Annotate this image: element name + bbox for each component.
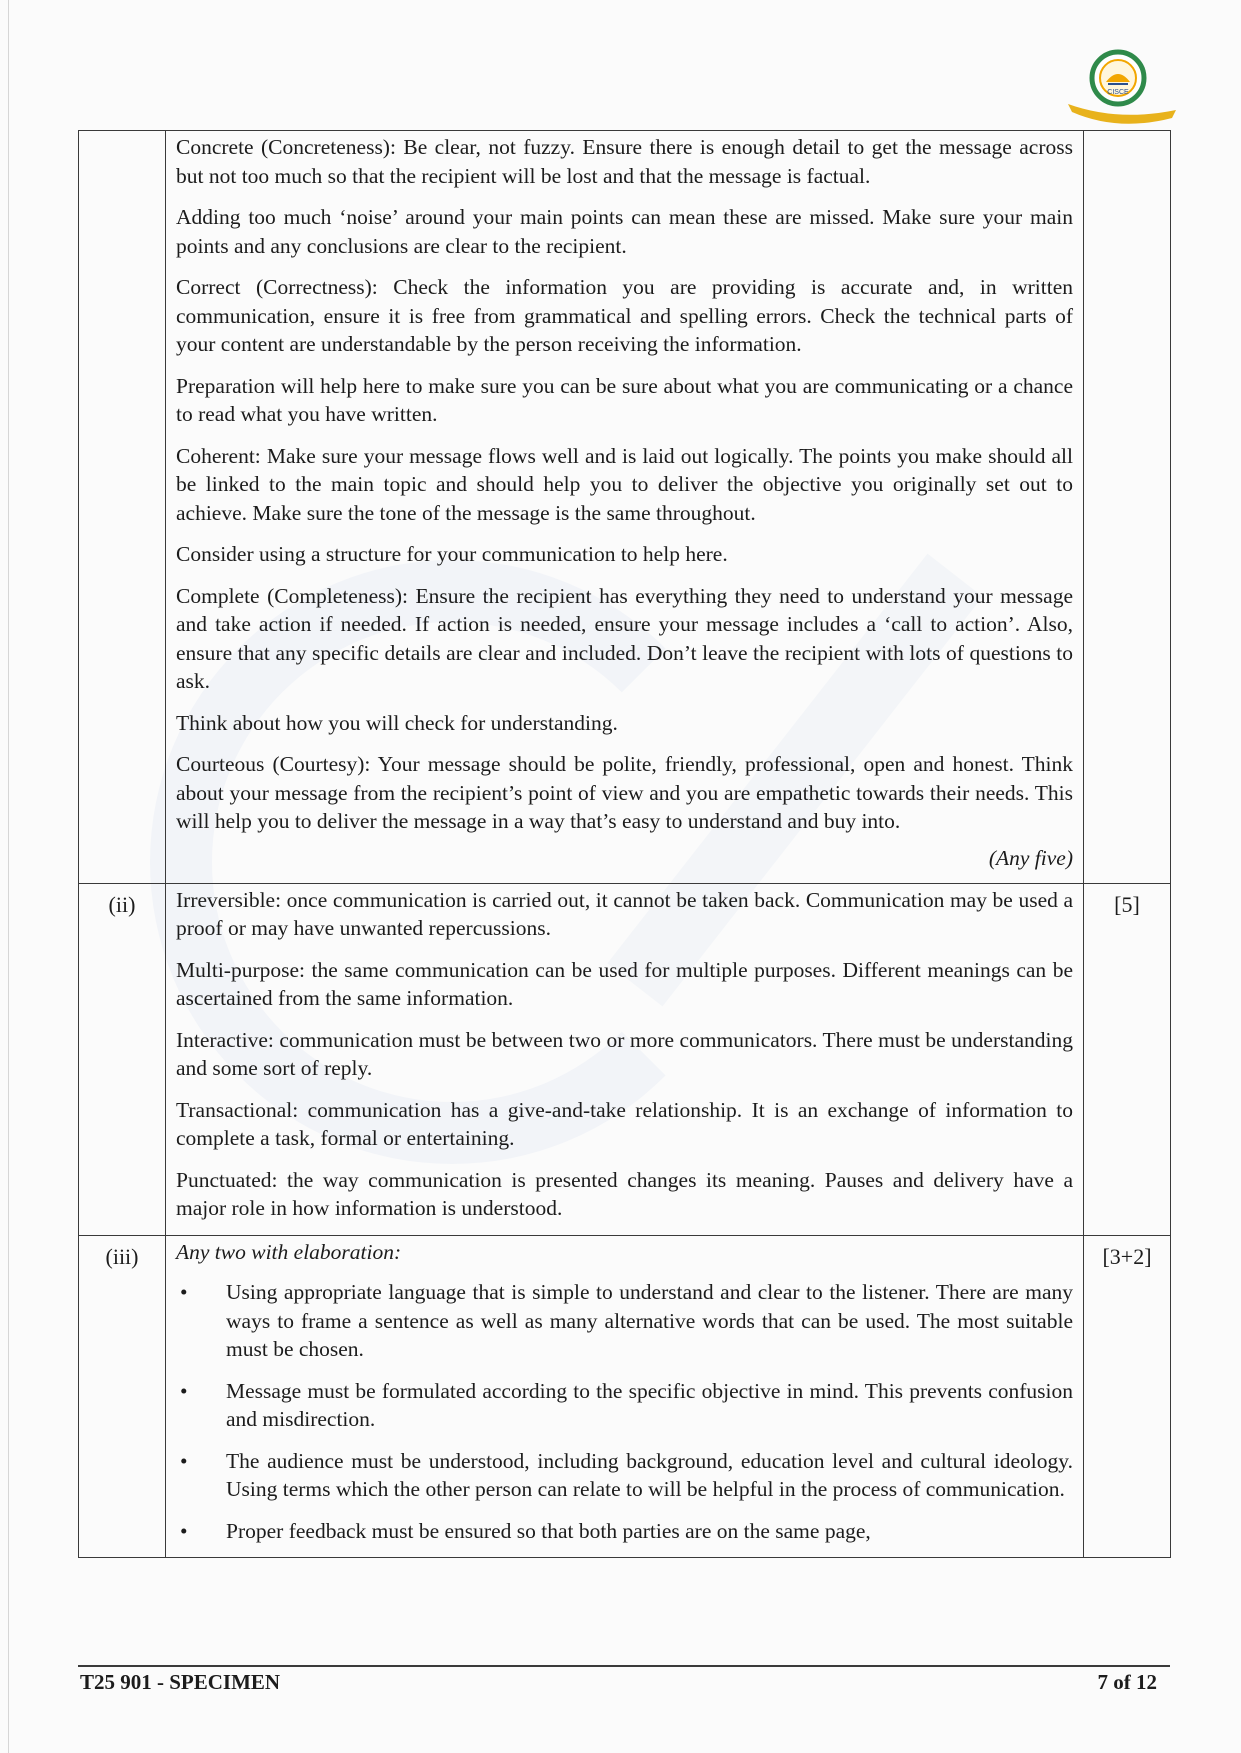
- question-number: (iii): [79, 1235, 166, 1558]
- answer-bullet-list: [176, 1278, 1073, 1545]
- answer-paragraph: Courteous (Courtesy): Your message should be polite, friendly, professional, open and honest. Think about your message from the recipient’s point of view and you are empathetic towards their needs. This will help you to deliver the message in a way that’s easy to understand and buy into.: [176, 752, 1073, 833]
- answer-paragraph: Interactive: communication must be between two or more communicators. There must be understanding and some sort of reply.: [176, 1027, 1073, 1080]
- answer-lead: Any two with elaboration:: [176, 1239, 402, 1264]
- marks-cell: [5]: [1084, 883, 1171, 1235]
- answer-note: (Any five): [988, 845, 1073, 870]
- list-item: [176, 1377, 1073, 1434]
- list-item: [176, 1517, 1073, 1546]
- question-number: (ii): [79, 883, 166, 1235]
- marks-cell: [1084, 131, 1171, 884]
- answer-paragraph: Irreversible: once communication is carried out, it cannot be taken back. Communication may be used a proof or may have unwanted repercussions.: [176, 887, 1073, 940]
- answer-cell: [166, 883, 1084, 1235]
- list-item-text: The audience must be understood, including background, education level and cultural ideology. Using terms which the other person can relate to will be helpful in the process of communication.: [226, 1448, 1073, 1501]
- table-row: [79, 883, 1171, 1235]
- footer-divider: [78, 1665, 1170, 1667]
- footer-paper-code: T25 901 - SPECIMEN: [80, 1670, 281, 1694]
- marks-cell: [3+2]: [1084, 1235, 1171, 1558]
- answer-paragraph: Adding too much ‘noise’ around your main points can mean these are missed. Make sure your main points and any conclusions are clear to the recipient.: [176, 205, 1073, 258]
- question-number: [79, 131, 166, 884]
- table-row: [79, 1235, 1171, 1558]
- cisce-logo: [1060, 40, 1180, 130]
- answer-paragraph: Complete (Completeness): Ensure the recipient has everything they need to understand your message and take action if needed. If action is needed, ensure your message includes a ‘call to action’. Also, ensure that any specific details are clear and included. Don’t leave the recipient with lots of questions to ask.: [176, 583, 1073, 693]
- answer-paragraph: Preparation will help here to make sure you can be sure about what you are communicating or a chance to read what you have written.: [176, 373, 1073, 426]
- list-item-text: Proper feedback must be ensured so that both parties are on the same page,: [226, 1518, 871, 1543]
- footer-page-number: 7 of 12: [1097, 1670, 1157, 1694]
- answer-paragraph: Correct (Correctness): Check the information you are providing is accurate and, in written communication, ensure it is free from grammatical and spelling errors. Check the technical parts of your content are understandable by the person receiving the information.: [176, 275, 1073, 356]
- answer-paragraph: Concrete (Concreteness): Be clear, not fuzzy. Ensure there is enough detail to get the message across but not too much so that the recipient will be lost and that the message is factual.: [176, 135, 1073, 188]
- answer-paragraph: Consider using a structure for your communication to help here.: [176, 542, 728, 566]
- answer-cell: [166, 131, 1084, 884]
- logo-ribbon: [1068, 104, 1176, 124]
- bullet-icon: •: [180, 1518, 188, 1543]
- logo-text: CISCE: [1107, 89, 1129, 96]
- answer-paragraph: Transactional: communication has a give-and-take relationship. It is an exchange of information to complete a task, formal or entertaining.: [176, 1097, 1073, 1150]
- list-item-text: Using appropriate language that is simple to understand and clear to the listener. There are many ways to frame a sentence as well as many alternative words that can be used. The most suitable must be chosen.: [226, 1280, 1073, 1361]
- page-edge-shadow: [8, 0, 9, 1753]
- answer-cell: [166, 1235, 1084, 1558]
- bullet-icon: •: [180, 1448, 188, 1473]
- list-item: [176, 1278, 1073, 1364]
- list-item: [176, 1447, 1073, 1504]
- bullet-icon: •: [180, 1280, 188, 1304]
- list-item-text: Message must be formulated according to the specific objective in mind. This prevents confusion and misdirection.: [226, 1378, 1073, 1431]
- answer-paragraph: Coherent: Make sure your message flows well and is laid out logically. The points you make should all be linked to the main topic and should help you to deliver the objective you originally set out to achieve. Make sure the tone of the message is the same throughout.: [176, 443, 1073, 525]
- answer-paragraph: Think about how you will check for understanding.: [176, 710, 618, 735]
- answer-paragraph: Multi-purpose: the same communication can be used for multiple purposes. Different meanings can be ascertained from the same information.: [176, 957, 1073, 1010]
- table-row: [79, 131, 1171, 884]
- bullet-icon: •: [180, 1378, 188, 1403]
- marking-scheme-table: [78, 130, 1171, 1558]
- answer-paragraph: Punctuated: the way communication is presented changes its meaning. Pauses and delivery have a major role in how information is understood.: [176, 1167, 1073, 1220]
